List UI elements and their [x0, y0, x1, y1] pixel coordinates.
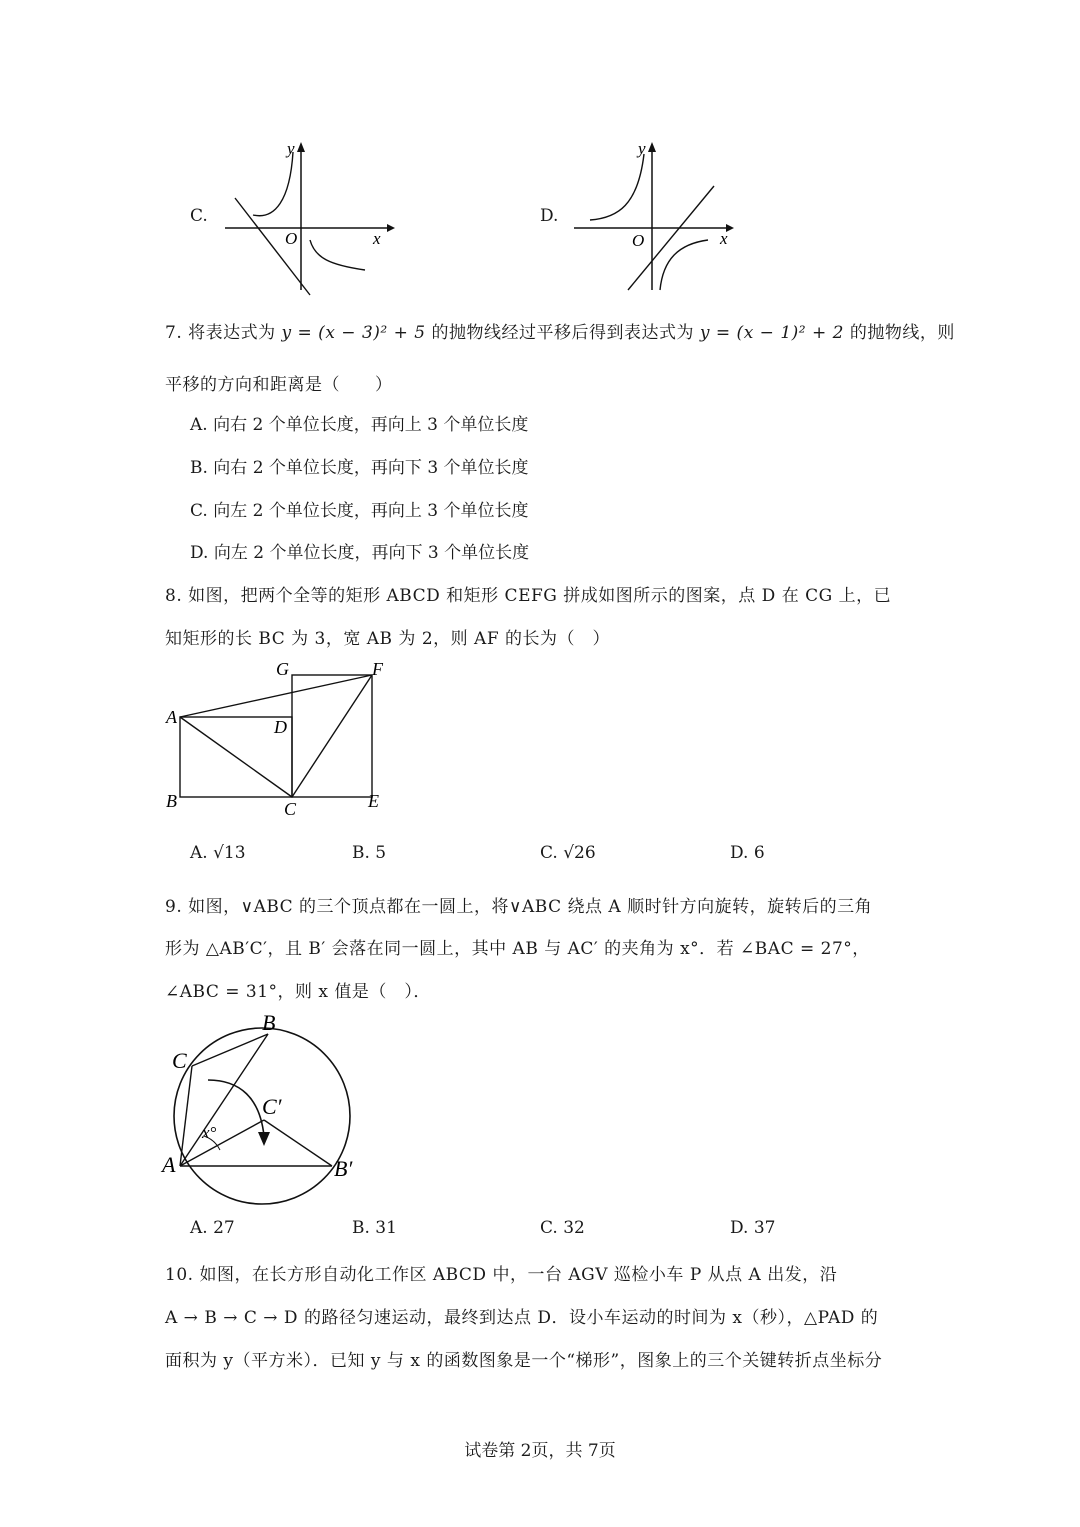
q9-option-b[interactable]: B. 31	[352, 1218, 397, 1238]
q7-equation-1: y = (x − 3)² + 5	[281, 323, 426, 343]
origin-label: O	[285, 229, 298, 248]
q9-stem-line3: ∠ABC = 31°，则 x 值是（ ）．	[165, 982, 431, 1002]
q8-option-c[interactable]: C. √26	[540, 843, 596, 863]
q7-option-c[interactable]: C. 向左 2 个单位长度，再向上 3 个单位长度	[190, 501, 529, 521]
point-c-label: C	[172, 1048, 187, 1073]
point-a-label: A	[162, 1152, 176, 1177]
point-b-label: B	[262, 1010, 276, 1035]
q9-option-c[interactable]: C. 32	[540, 1218, 585, 1238]
q8-stem-line1: 8. 如图，把两个全等的矩形 ABCD 和矩形 CEFG 拼成如图所示的图案，点 D 在 CG 上，已	[165, 586, 892, 606]
q7-text-a: 7. 将表达式为	[165, 323, 276, 343]
axis-x-label: x	[373, 229, 381, 248]
q6-option-c-label: C.	[190, 206, 208, 226]
page-footer: 试卷第 2页，共 7页	[464, 1441, 616, 1461]
q8-figure	[160, 655, 400, 825]
q10-stem-line2: A → B → C → D 的路径匀速运动，最终到达点 D．设小车运动的时间为 x（秒），△PAD 的	[165, 1308, 879, 1328]
point-f-label: F	[372, 659, 383, 679]
point-b-prime-label: B′	[334, 1156, 353, 1181]
point-b-label: B	[166, 791, 177, 811]
q8-option-a[interactable]: A. √13	[190, 843, 246, 863]
q7-equation-2: y = (x − 1)² + 2	[699, 323, 844, 343]
q9-option-a[interactable]: A. 27	[190, 1218, 235, 1238]
q6-graph-c	[215, 140, 395, 300]
q9-figure	[160, 1008, 370, 1213]
q8-option-b[interactable]: B. 5	[352, 843, 387, 863]
point-a-label: A	[166, 707, 177, 727]
q7-stem-line2: 平移的方向和距离是（ ）	[165, 375, 393, 395]
q9-stem-line1: 9. 如图，∨ABC 的三个顶点都在一圆上，将∨ABC 绕点 A 顺时针方向旋转，旋转后的三角	[165, 897, 873, 917]
q10-stem-line1: 10. 如图，在长方形自动化工作区 ABCD 中，一台 AGV 巡检小车 P 从点 A 出发，沿	[165, 1265, 838, 1285]
point-g-label: G	[276, 659, 289, 679]
q7-stem-line1	[165, 318, 955, 343]
q9-stem-line2: 形为 △AB′C′，且 B′ 会落在同一圆上，其中 AB 与 AC′ 的夹角为 x°．若 ∠BAC = 27°，	[165, 939, 870, 959]
q7-text-c: 的抛物线，则	[849, 323, 955, 343]
angle-x-label: x°	[202, 1123, 217, 1142]
q8-option-d[interactable]: D. 6	[730, 843, 765, 863]
q8-stem-line2: 知矩形的长 BC 为 3，宽 AB 为 2，则 AF 的长为（ ）	[165, 629, 611, 649]
point-c-label: C	[284, 799, 297, 819]
point-c-prime-label: C′	[262, 1094, 282, 1119]
point-d-label: D	[274, 717, 287, 737]
origin-label: O	[632, 231, 645, 250]
axis-x-label: x	[720, 229, 728, 248]
q6-graph-d	[568, 140, 748, 300]
axis-y-label: y	[638, 140, 646, 158]
q7-option-d[interactable]: D. 向左 2 个单位长度，再向下 3 个单位长度	[190, 543, 530, 563]
q7-text-b: 的抛物线经过平移后得到表达式为	[431, 323, 694, 343]
q7-option-a[interactable]: A. 向右 2 个单位长度，再向上 3 个单位长度	[190, 415, 529, 435]
q9-option-d[interactable]: D. 37	[730, 1218, 776, 1238]
q7-option-b[interactable]: B. 向右 2 个单位长度，再向下 3 个单位长度	[190, 458, 529, 478]
axis-y-label: y	[287, 140, 295, 158]
q10-stem-line3: 面积为 y（平方米）．已知 y 与 x 的函数图象是一个“梯形”，图象上的三个关键转折点坐标分	[165, 1351, 883, 1371]
q6-option-d-label: D.	[540, 206, 559, 226]
point-e-label: E	[368, 791, 379, 811]
